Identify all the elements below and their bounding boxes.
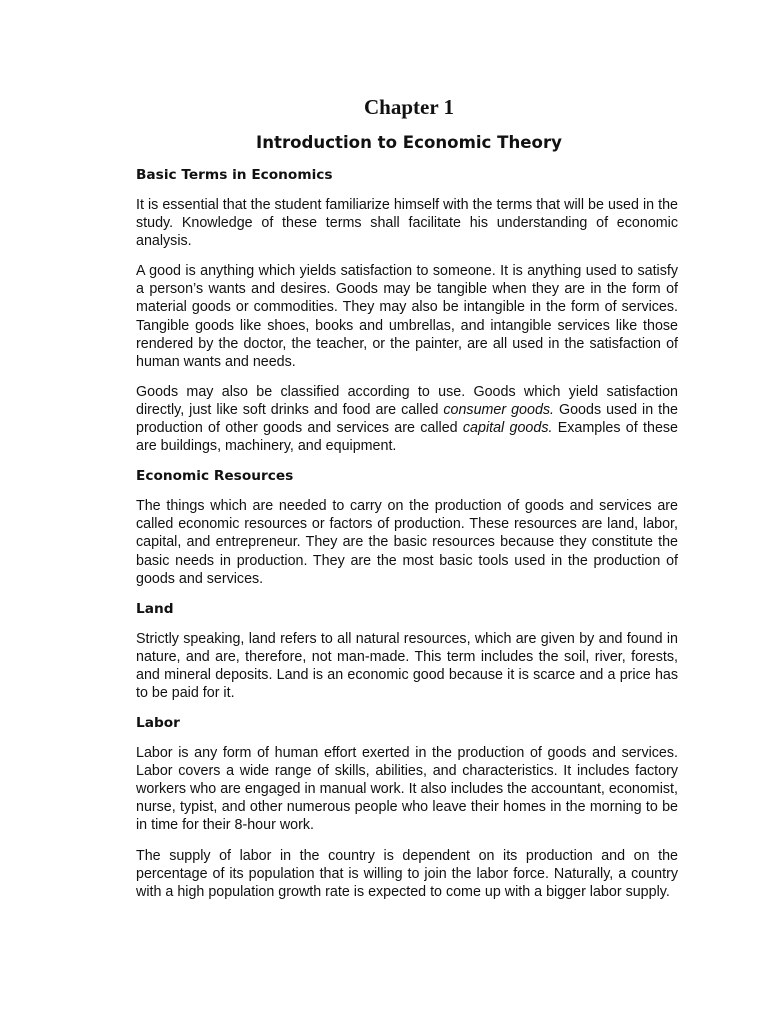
paragraph-goods-definition: A good is anything which yields satisfaction to someone. It is anything used to satisfy a person’s wants and desires. Goods may be tangible when they are in the form of material goods or commodities. They may also be intangible in the form of services. Tangible goods like shoes, books and umbrellas, and intangible services like those rendered by the doctor, the teacher, or the painter, are all used in the satisfaction of human wants and needs.	[136, 263, 678, 370]
paragraph-goods-classification-part3: Examples of these are buildings, machinery, and equipment.	[136, 420, 678, 455]
paragraph-goods-classification	[136, 383, 678, 455]
chapter-title: Chapter 1	[363, 95, 455, 119]
paragraph-labor-supply: The supply of labor in the country is dependent on its production and on the percentage of its population that is willing to join the labor force. Naturally, a country with a high population growth rate is expected to come up with a bigger labor supply.	[136, 847, 678, 900]
paragraph-goods-classification-part1: Goods may also be classified according to use. Goods which yield satisfaction directly, just like soft drinks and food are called	[136, 383, 678, 418]
paragraph-goods-classification-part2: Goods used in the production of other goods and services are called	[136, 401, 678, 437]
chapter-subtitle: Introduction to Economic Theory	[256, 133, 562, 152]
paragraph-land: Strictly speaking, land refers to all natural resources, which are given by and found in nature, and are, therefore, not man-made. This term includes the soil, river, forests, and mineral deposits. Land is an economic good because it is scarce and a price has to be paid for it.	[136, 630, 678, 701]
section-heading-land: Land	[136, 600, 174, 617]
paragraph-terms-intro: It is essential that the student familiarize himself with the terms that will be used in the study. Knowledge of these terms shall facilitate his understanding of economic analysis.	[136, 197, 678, 250]
paragraph-labor-definition: Labor is any form of human effort exerted in the production of goods and services. Labor covers a wide range of skills, abilities, and characteristics. It includes factory workers who are engaged in manual work. It also includes the accountant, economist, nurse, typist, and other numerous people who leave their homes in the morning to be in time for their 8-hour work.	[136, 745, 678, 834]
section-heading-economic-resources: Economic Resources	[136, 468, 294, 485]
section-heading-labor: Labor	[136, 715, 180, 732]
term-capital-goods: capital goods.	[462, 420, 553, 437]
term-consumer-goods: consumer goods.	[443, 401, 555, 418]
paragraph-economic-resources: The things which are needed to carry on the production of goods and services are called economic resources or factors of production. These resources are land, labor, capital, and entrepreneur. They are the basic resources because they constitute the basic needs in production. They are the most basic tools used in the production of goods and services.	[136, 498, 678, 587]
section-heading-basic-terms: Basic Terms in Economics	[136, 167, 333, 183]
document-page	[136, 92, 678, 901]
